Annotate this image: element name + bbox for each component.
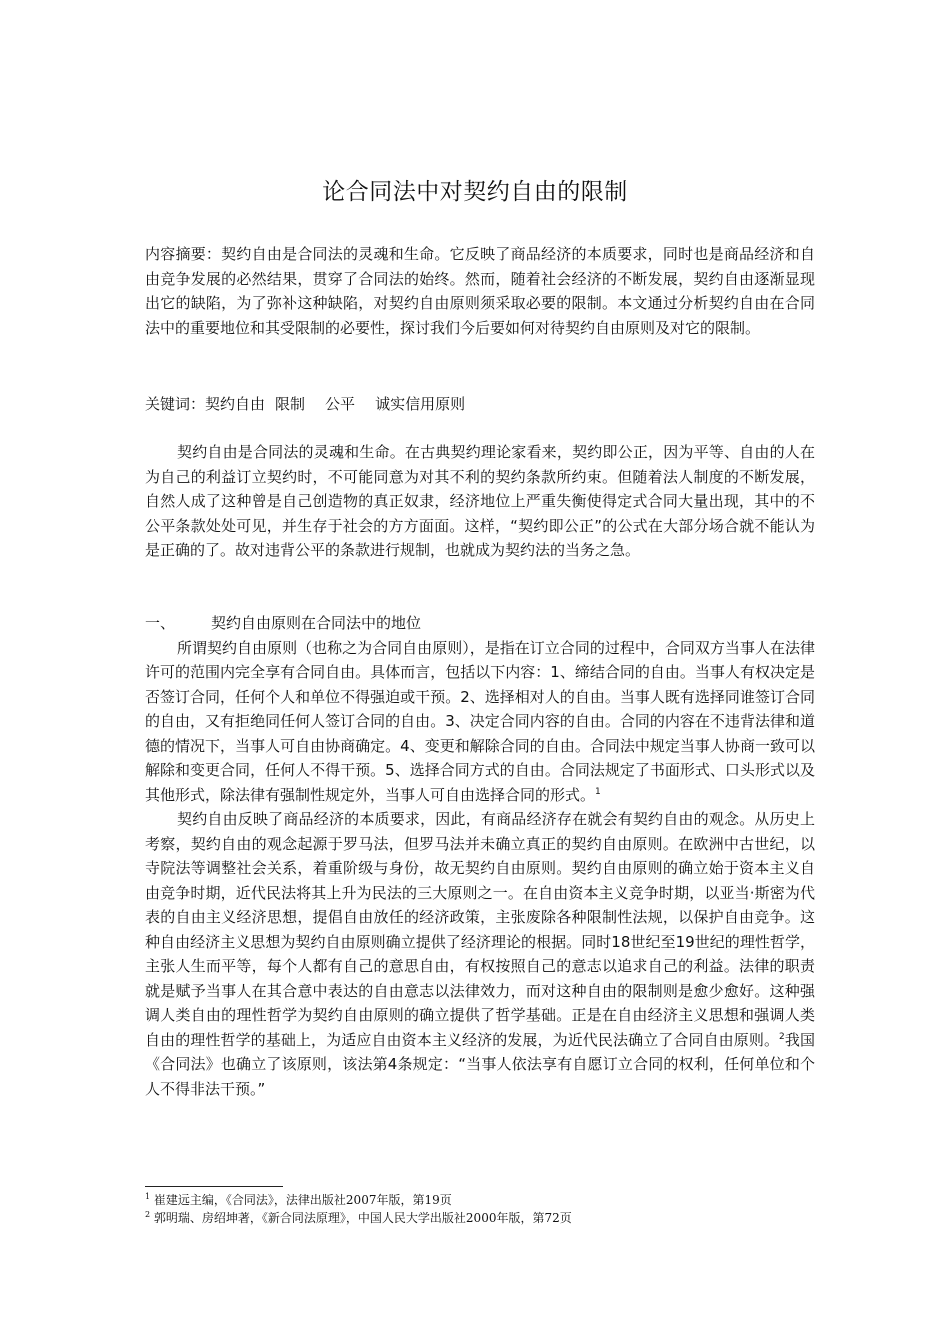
- footnote: [145, 1209, 825, 1227]
- section-heading: [145, 611, 815, 636]
- footnote-text: 崔建远主编，《合同法》，法律出版社2007年版，第19页: [153, 1193, 452, 1207]
- intro-block: [145, 440, 815, 563]
- paragraph-text: 契约自由反映了商品经济的本质要求，因此，有商品经济存在就会有契约自由的观念。从历史上考察，契约自由的观念起源于罗马法，但罗马法并未确立真正的契约自由原则。在欧洲中古世纪，以寺院法等调整社会关系，着重阶级与身份，故无契约自由原则。契约自由原则的确立始于资本主义自由竞争时期，近代民法将其上升为民法的三大原则之一。在自由资本主义竞争时期，以亚当·斯密为代表的自由主义经济思想，提倡自由放任的经济政策，主张废除各种限制性法规，以保护自由竞争。这种自由经济主义思想为契约自由原则确立提供了经济理论的根据。同时18世纪至19世纪的理性哲学，主张人生而平等，每个人都有自己的意思自由，有权按照自己的意志以追求自己的利益。法律的职责就是赋予当事人在其合意中表达的自由意志以法律效力，而对这种自由的限制则是愈少愈好。这种强调人类自由的理性哲学为契约自由原则的确立提供了哲学基础。正是在自由经济主义思想和强调人类自由的理性哲学的基础上，为适应自由资本主义经济的发展，为近代民法确立了合同自由原则。: [145, 810, 815, 1049]
- keyword-item: 契约自由: [205, 395, 266, 413]
- intro-paragraph: 契约自由是合同法的灵魂和生命。在古典契约理论家看来，契约即公正，因为平等、自由的人在为自己的利益订立契约时，不可能同意为对其不利的契约条款所约束。但随着法人制度的不断发展，自然人成了这种曾是自己创造物的真正奴隶，经济地位上严重失衡使得定式合同大量出现，其中的不公平条款处处可见，并生存于社会的方方面面。这样，“契约即公正”的公式在大部分场合就不能认为是正确的了。故对违背公平的条款进行规制，也就成为契约法的当务之急。: [145, 443, 815, 559]
- section-heading-text: 契约自由原则在合同法中的地位: [211, 614, 422, 632]
- page-title: 论合同法中对契约自由的限制: [322, 179, 628, 205]
- section-1: [145, 611, 815, 1101]
- footnote-separator: [145, 1186, 283, 1187]
- footnote-ref[interactable]: 1: [595, 786, 601, 797]
- section-paragraph: [145, 807, 815, 1101]
- section-number: 一、: [145, 614, 176, 632]
- paragraph-text: 所谓契约自由原则（也称之为合同自由原则），是指在订立合同的过程中，合同双方当事人在法律许可的范围内完全享有合同自由。具体而言，包括以下内容：1、缔结合同的自由。当事人有权决定是否签订合同，任何个人和单位不得强迫或干预。2、选择相对人的自由。当事人既有选择同谁签订合同的自由，又有拒绝同任何人签订合同的自由。3、决定合同内容的自由。合同的内容在不违背法律和道德的情况下，当事人可自由协商确定。4、变更和解除合同的自由。合同法中规定当事人协商一致可以解除和变更合同，任何人不得干预。5、选择合同方式的自由。合同法规定了书面形式、口头形式以及其他形式，除法律有强制性规定外，当事人可自由选择合同的形式。: [145, 638, 815, 804]
- footnote-ref[interactable]: 2: [779, 1031, 785, 1042]
- paragraph-text: 我国《合同法》也确立了该原则，该法第4条规定：“当事人依法享有自愿订立合同的权利，任何单位和个人不得非法干预。”: [145, 1030, 815, 1098]
- keywords-label: 关键词：: [145, 395, 206, 413]
- footnote-text: 郭明瑞、房绍坤著，《新合同法原理》，中国人民大学出版社2000年版，第72页: [153, 1211, 572, 1225]
- keyword-item: 诚实信用原则: [375, 395, 466, 413]
- keywords-line: [145, 392, 815, 417]
- keyword-item: 公平: [325, 395, 356, 413]
- footnote-mark: 1: [145, 1192, 151, 1201]
- abstract-block: [145, 242, 815, 340]
- keyword-item: 限制: [275, 395, 306, 413]
- abstract-paragraph: 内容摘要：契约自由是合同法的灵魂和生命。它反映了商品经济的本质要求，同时也是商品经济和自由竞争发展的必然结果，贯穿了合同法的始终。然而，随着社会经济的不断发展，契约自由逐渐显现出它的缺陷，为了弥补这种缺陷，对契约自由原则须采取必要的限制。本文通过分析契约自由在合同法中的重要地位和其受限制的必要性，探讨我们今后要如何对待契约自由原则及对它的限制。: [145, 245, 815, 337]
- footnote: [145, 1191, 825, 1209]
- footnotes: [145, 1191, 825, 1227]
- section-paragraph: [145, 636, 815, 808]
- footnote-mark: 2: [145, 1210, 151, 1219]
